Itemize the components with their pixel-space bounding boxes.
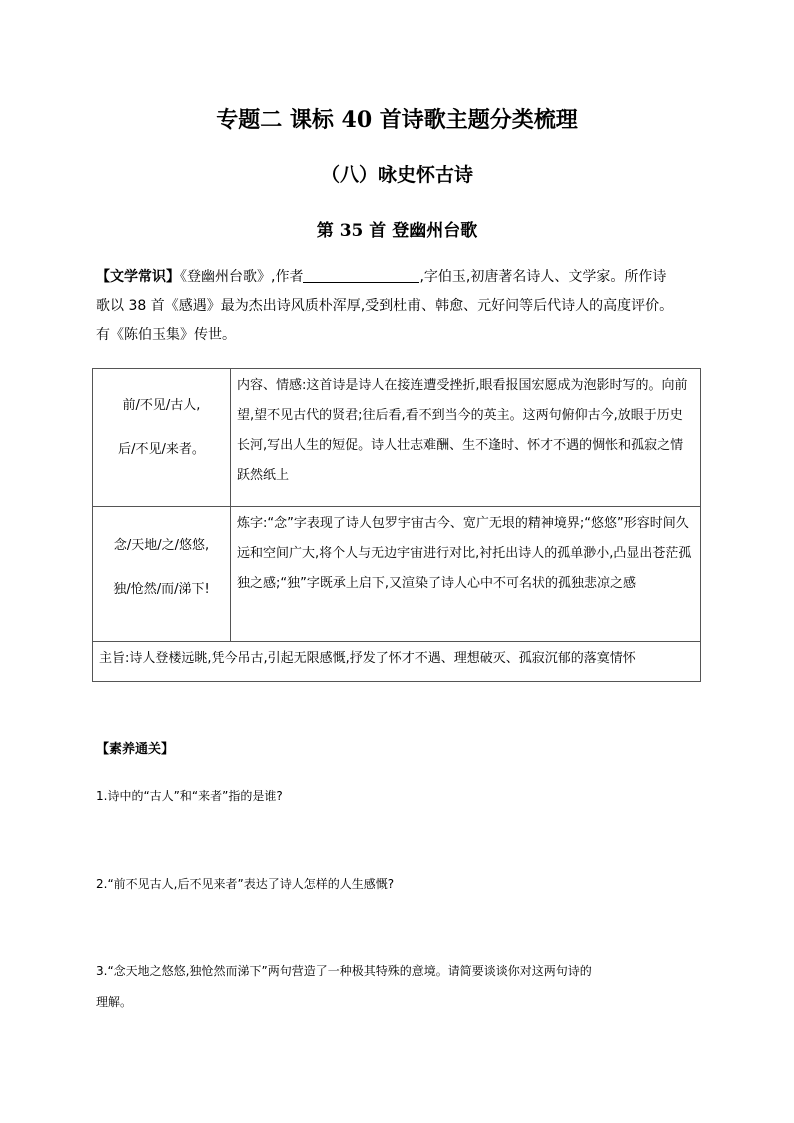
question-3-line-2: 理解。: [96, 995, 133, 1009]
poem-line: 念/天地/之/悠悠,: [113, 538, 210, 553]
analysis-cell: 内容、情感:这首诗是诗人在接连遭受挫折,眼看报国宏愿成为泡影时写的。向前望,望不见古代的贤君;往后看,看不到当今的英主。这两句俯仰古今,放眼于历史长河,写出人生的短促。诗人壮志难酬、生不逢时、怀才不遇的惆怅和孤寂之情跃然纸上: [231, 369, 701, 507]
intro-line-2: 歌以 38 首《感遇》最为杰出诗风质朴浑厚,受到杜甫、韩愈、元好问等后代诗人的高度评价。: [96, 298, 674, 314]
question-2: 2.“前不见古人,后不见来者”表达了诗人怎样的人生感慨?: [96, 877, 395, 891]
intro-line-1: [96, 263, 666, 291]
table-row: [93, 642, 701, 682]
question-1: 1.诗中的“古人”和“来者”指的是谁?: [96, 789, 283, 803]
author-blank[interactable]: [303, 266, 419, 283]
poem-lines-cell: [93, 507, 231, 642]
practice-heading: 【素养通关】: [96, 742, 175, 757]
poem-line: 独/怆然/而/涕下!: [113, 582, 210, 597]
intro-text-a: 《登幽州台歌》,作者: [180, 269, 304, 285]
intro-line-3: 有《陈伯玉集》传世。: [96, 327, 236, 343]
question-3-line-1: 3.“念天地之悠悠,独怆然而涕下”两句营造了一种极其特殊的意境。请简要谈谈你对这两句诗的: [96, 964, 592, 978]
intro-label: 【文学常识】: [96, 269, 180, 285]
table-row: [93, 369, 701, 507]
poem-line: 后/不见/来者。: [118, 442, 205, 457]
poem-analysis-table: [92, 368, 701, 682]
table-row: [93, 507, 701, 642]
poem-title: 第 35 首 登幽州台歌: [316, 221, 478, 241]
intro-text-b: ,字伯玉,初唐著名诗人、文学家。所作诗: [419, 269, 667, 285]
poem-line: 前/不见/古人,: [122, 398, 201, 413]
section-subtitle: （八）咏史怀古诗: [320, 164, 473, 186]
analysis-cell: 炼字:“念”字表现了诗人包罗宇宙古今、宽广无垠的精神境界;“悠悠”形容时间久远和空间广大,将个人与无边宇宙进行对比,衬托出诗人的孤单渺小,凸显出苍茫孤独之感;“独”字既承上启下,又渲染了诗人心中不可名状的孤独悲凉之感: [231, 507, 701, 642]
theme-cell: 主旨:诗人登楼远眺,凭今吊古,引起无限感慨,抒发了怀才不遇、理想破灭、孤寂沉郁的落寞情怀: [93, 642, 701, 682]
page-title: 专题二 课标 40 首诗歌主题分类梳理: [216, 107, 578, 133]
poem-lines-cell: [93, 369, 231, 507]
